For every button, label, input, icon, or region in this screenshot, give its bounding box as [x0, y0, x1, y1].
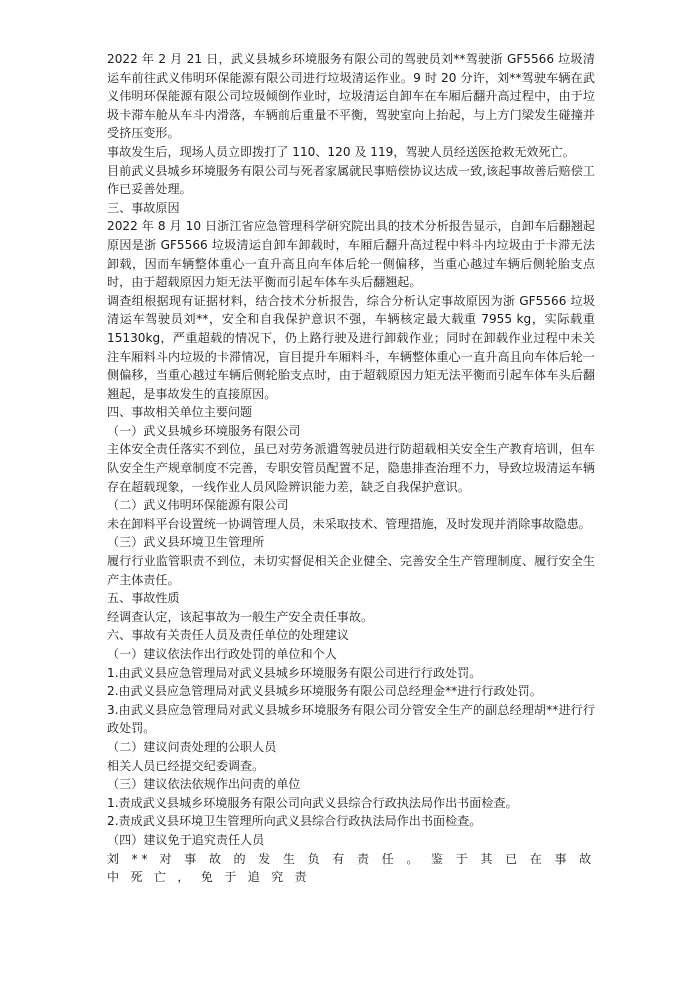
- list-item-inspection-2: 2.责成武义县环境卫生管理所向武义县综合行政执法局作出书面检查。: [107, 814, 482, 829]
- subheading-administrative-penalty: （一）建议依法作出行政处罚的单位和个人: [107, 647, 337, 661]
- list-item-inspection-1: 1.责成武义县城乡环境服务有限公司向武义县综合行政执法局作出书面检查。: [107, 795, 518, 810]
- subheading-units-accountable: （三）建议依法依规作出问责的单位: [107, 777, 301, 792]
- section-heading-recommendations: 六、事故有关责任人员及责任单位的处理建议: [107, 628, 349, 643]
- subheading-company-2: （二）武义伟明环保能源有限公司: [107, 498, 289, 513]
- list-item-penalty-2: 2.由武义县应急管理局对武义县城乡环境服务有限公司总经理金**进行行政处罚。: [107, 684, 542, 699]
- paragraph-nature: 经调查认定，该起事故为一般生产安全责任事故。: [107, 609, 374, 624]
- subheading-company-1: （一）武义县城乡环境服务有限公司: [107, 423, 301, 438]
- subheading-company-3: （三）武义县环境卫生管理所: [107, 535, 265, 550]
- list-item-penalty-1: 1.由武义县应急管理局对武义县城乡环境服务有限公司进行行政处罚。: [107, 665, 482, 680]
- section-heading-causes: 三、事故原因: [107, 200, 180, 215]
- paragraph-company-2-problems: 未在卸料平台设置统一协调管理人员，未采取技术、管理措施，及时发现并消除事故隐患。: [107, 516, 591, 531]
- subheading-accountability: （二）建议问责处理的公职人员: [107, 739, 277, 754]
- paragraph-accountability: 相关人员已经提交纪委调查。: [107, 758, 265, 773]
- paragraph-company-3-problems: 履行行业监管职责不到位，未切实督促相关企业健全、完善安全生产管理制度、履行安全生产主体责任。: [107, 554, 595, 587]
- paragraph-compensation: 目前武义县城乡环境服务有限公司与死者家属就民事赔偿协议达成一致,该起事故善后赔偿工作已妥善处理。: [107, 163, 595, 197]
- paragraph-rescue: 事故发生后，现场人员立即拨打了 110、120 及 119，驾驶人员经送医抢救无效死亡。: [107, 144, 575, 159]
- paragraph-incident-description: 2022 年 2 月 21 日，武义县城乡环境服务有限公司的驾驶员刘**驾驶浙 GF5566 垃圾清运车前往武义伟明环保能源有限公司进行垃圾清运作业。9 时 20 分许，刘**驾驶车辆在武义伟明环保能源有限公司垃圾倾倒作业时，垃圾清运自卸车在车厢后翻升高过程中，由于垃圾卡滞车舱从车斗内滑落，车辆前后重量不平衡，驾驶室向上抬起，与上方门梁发生碰撞并受挤压变形。: [107, 52, 595, 141]
- paragraph-exemption: 刘 ** 对 事 故 的 发 生 负 有 责 任 。 鉴 于 其 已 在 事 故 中 死 亡 ， 免 于 追 究 责: [107, 851, 595, 885]
- section-heading-nature: 五、事故性质: [107, 591, 180, 606]
- document-page: [107, 50, 595, 887]
- paragraph-technical-analysis: 2022 年 8 月 10 日浙江省应急管理科学研究院出具的技术分析报告显示，自卸车后翻翘起原因是浙 GF5566 垃圾清运自卸车卸载时，车厢后翻升高过程中料斗内垃圾由于卡滞无法卸载，因而车辆整体重心一直升高且向车体后轮一侧偏移，当重心越过车辆后侧轮胎支点时，由于超载原因力矩无法平衡而引起车体车头后翻翘起。: [107, 219, 595, 290]
- section-heading-unit-problems: 四、事故相关单位主要问题: [107, 405, 253, 420]
- paragraph-direct-cause: 调查组根据现有证据材料，结合技术分析报告，综合分析认定事故原因为浙 GF5566 垃圾清运车驾驶员刘**，安全和自我保护意识不强，车辆核定最大载重 7955 kg，实际载重 15130kg，严重超载的情况下，仍上路行驶及进行卸载作业；同时在卸载作业过程中未关注车厢料斗内垃圾的卡滞情况，盲目提升车厢料斗，车辆整体重心一直升高且向车体后轮一侧偏移，当重心越过车辆后侧轮胎支点时，由于超载原因力矩无法平衡而引起车体车头后翻翘起，是事故发生的直接原因。: [107, 293, 595, 401]
- paragraph-company-1-problems: 主体安全责任落实不到位，虽已对劳务派遣驾驶员进行防超载相关安全生产教育培训，但车队安全生产规章制度不完善，专职安管员配置不足，隐患排查治理不力，导致垃圾清运车辆存在超载现象，一线作业人员风险辨识能力差，缺乏自我保护意识。: [107, 442, 595, 494]
- subheading-exempt-persons: （四）建议免于追究责任人员: [107, 832, 265, 847]
- list-item-penalty-3: 3.由武义县应急管理局对武义县城乡环境服务有限公司分管安全生产的副总经理胡**进行行政处罚。: [107, 702, 595, 736]
